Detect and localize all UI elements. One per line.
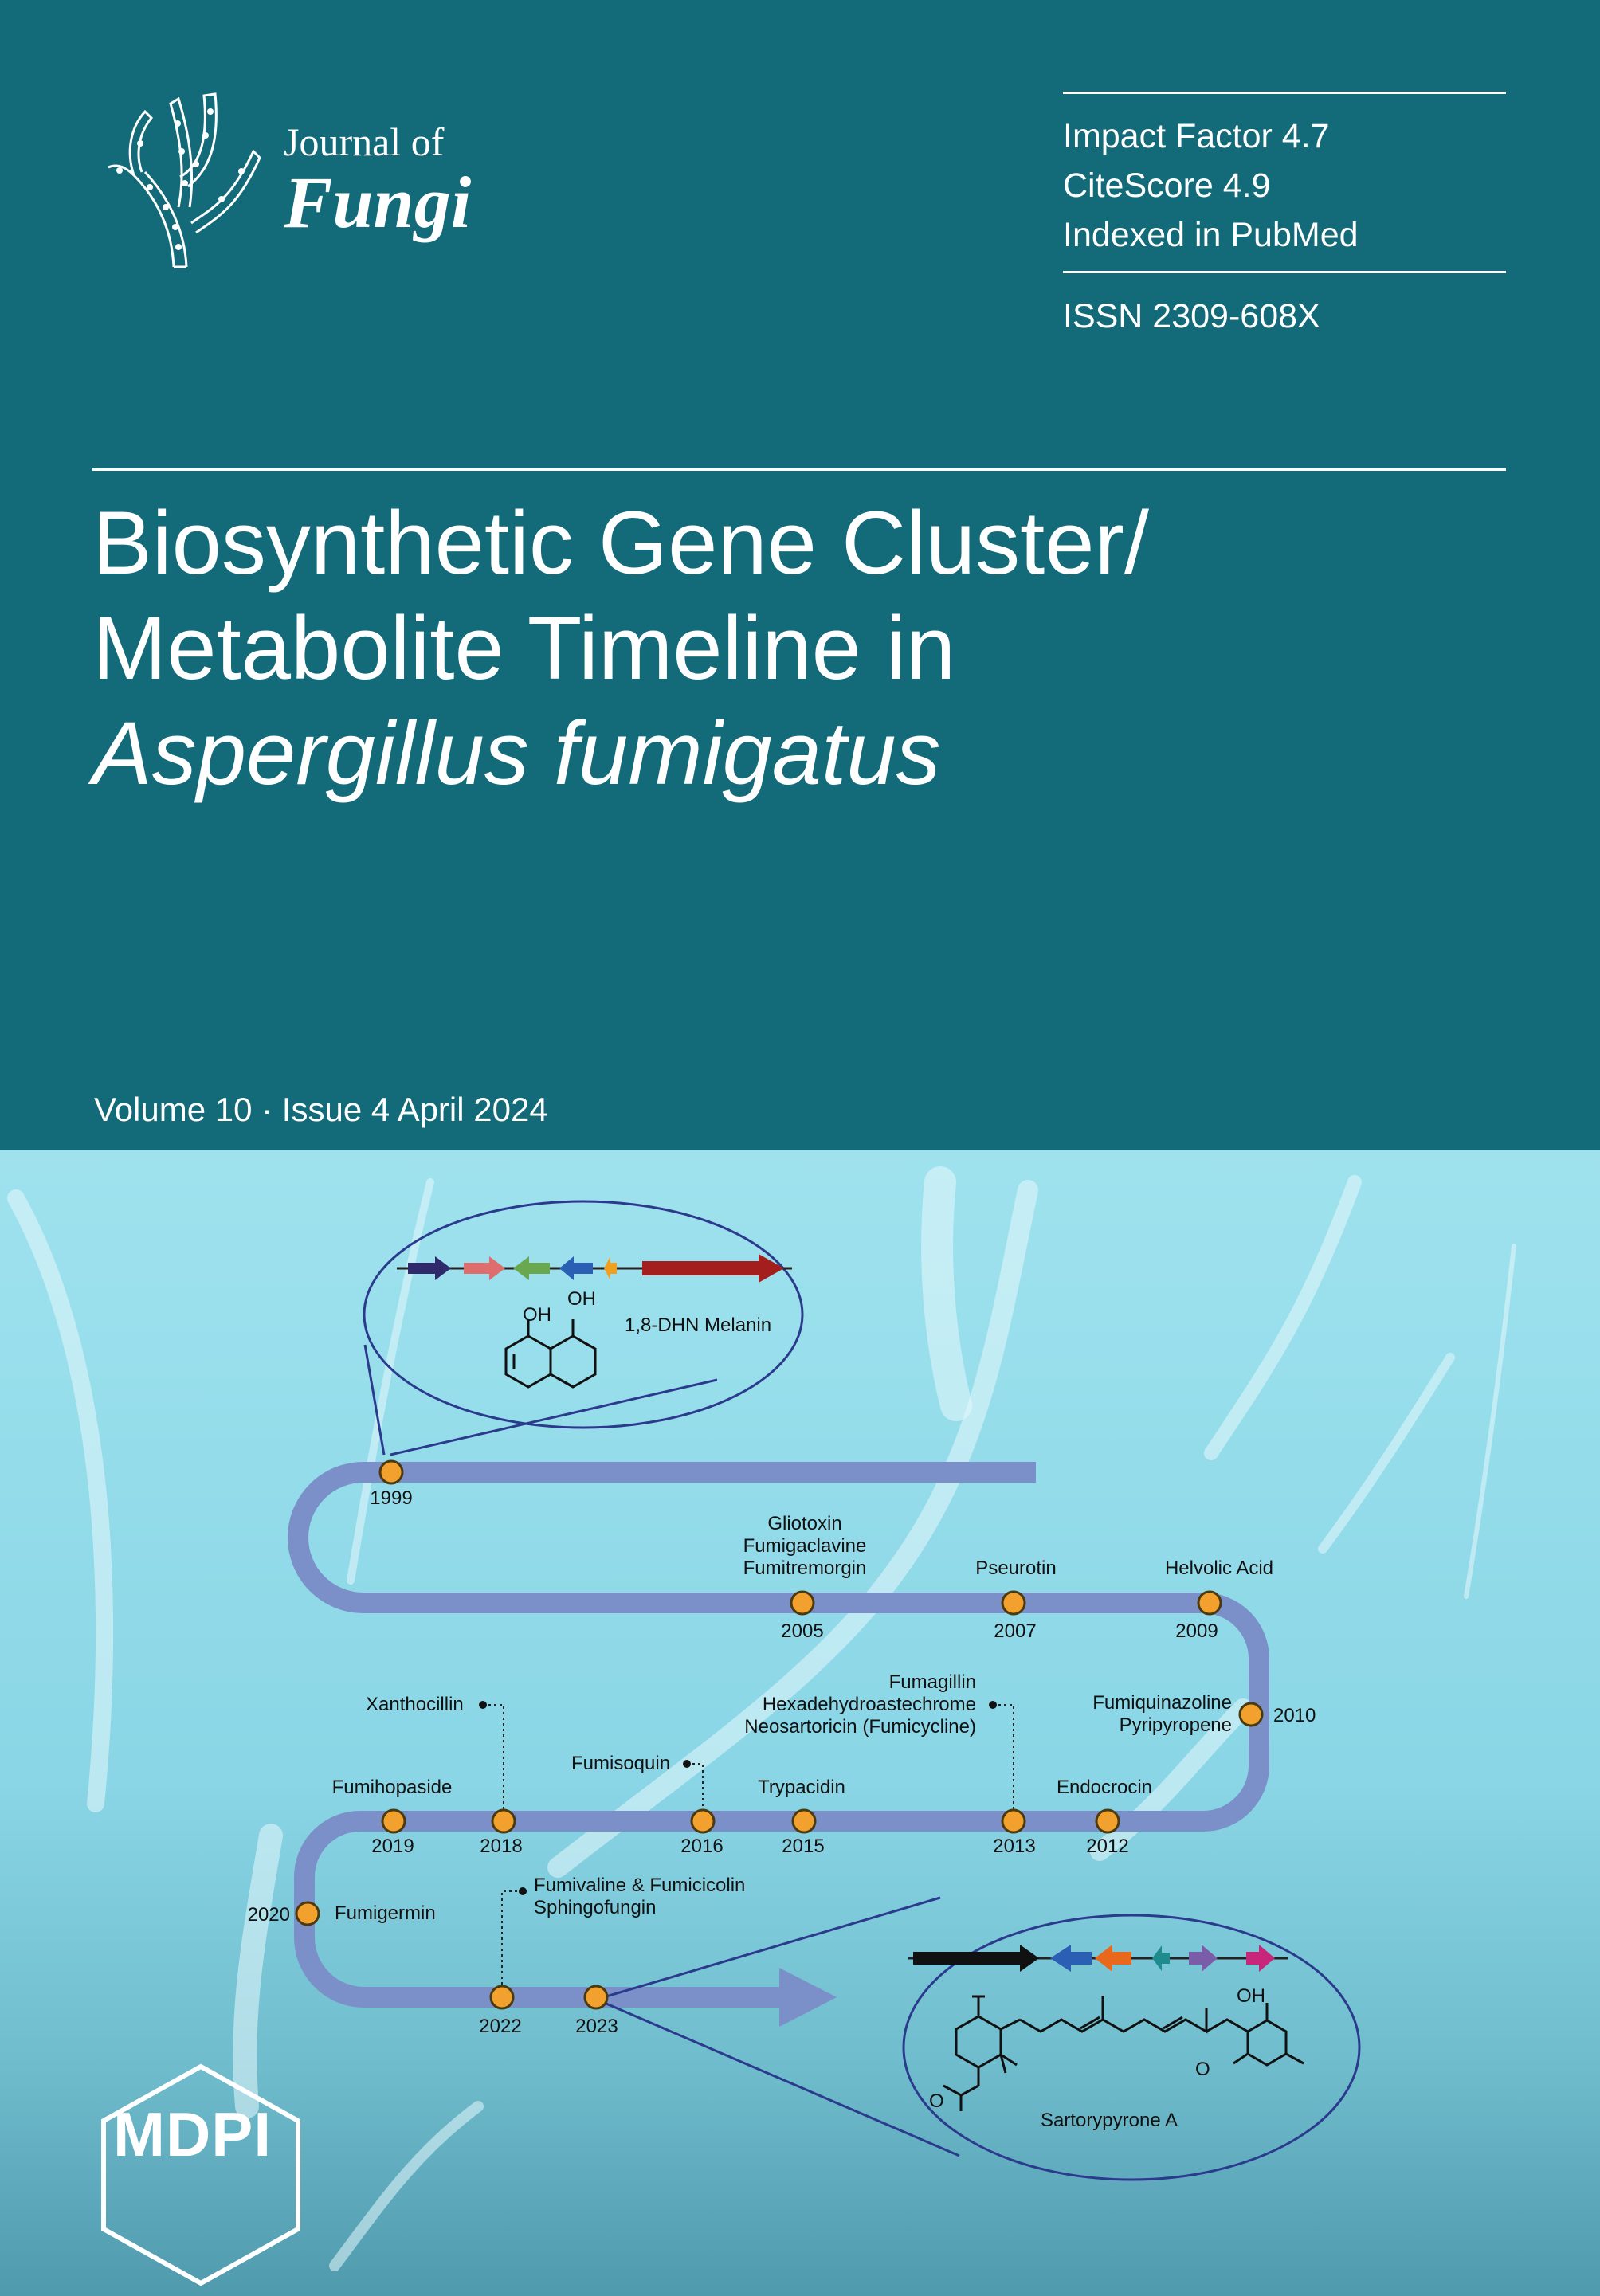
year-2007: 2007 <box>994 1620 1037 1642</box>
node-2016 <box>692 1810 714 1832</box>
metabolite-fumiquinazoline: Fumiquinazoline <box>1092 1692 1232 1714</box>
metabolite-trypacidin: Trypacidin <box>758 1777 845 1798</box>
metabolite-fumigaclavine: Fumigaclavine <box>743 1535 867 1557</box>
dhn-melanin-structure-icon <box>506 1319 595 1387</box>
node-1999 <box>380 1461 402 1483</box>
melanin-gene-cluster <box>397 1254 792 1283</box>
node-2019 <box>382 1810 405 1832</box>
metabolite-sphingofungin: Sphingofungin <box>534 1897 657 1918</box>
year-2018: 2018 <box>480 1836 523 1857</box>
oh-pyrone-label: OH <box>1237 1985 1265 2007</box>
year-2010: 2010 <box>1273 1705 1316 1726</box>
indexed-pubmed: Indexed in PubMed <box>1063 216 1359 254</box>
node-2012 <box>1096 1810 1119 1832</box>
node-2005 <box>791 1592 814 1614</box>
metabolite-fumivaline: Fumivaline & Fumicicolin <box>534 1875 746 1896</box>
citescore: CiteScore 4.9 <box>1063 167 1271 205</box>
title-line-2: Metabolite Timeline in <box>92 598 956 698</box>
metabolite-pyripyropene: Pyripyropene <box>1119 1714 1232 1736</box>
year-2012: 2012 <box>1086 1836 1129 1857</box>
node-2007 <box>1002 1592 1025 1614</box>
melanin-label: 1,8-DHN Melanin <box>625 1315 772 1336</box>
year-2005: 2005 <box>781 1620 824 1642</box>
journal-prefix: Journal of <box>284 120 445 164</box>
journal-name: Fungi <box>284 162 472 243</box>
node-2009 <box>1198 1592 1221 1614</box>
metabolite-xanthocillin: Xanthocillin <box>366 1694 464 1715</box>
volume-issue: Volume 10 · Issue 4 April 2024 <box>94 1091 548 1128</box>
node-2018 <box>492 1810 515 1832</box>
title-line-1: Biosynthetic Gene Cluster/ <box>92 493 1149 593</box>
metabolite-helvolic-acid: Helvolic Acid <box>1164 1557 1274 1579</box>
year-2015: 2015 <box>782 1836 825 1857</box>
metabolite-endocrocin: Endocrocin <box>1056 1777 1153 1798</box>
year-2016: 2016 <box>680 1836 724 1857</box>
metabolite-gliotoxin: Gliotoxin <box>767 1513 842 1534</box>
metabolite-fumagillin: Fumagillin <box>888 1671 976 1693</box>
oh-right-label: OH <box>567 1288 596 1310</box>
year-2023: 2023 <box>575 2016 618 2037</box>
metabolite-pseurotin: Pseurotin <box>975 1557 1057 1579</box>
sartorypyrone-label: Sartorypyrone A <box>1040 2110 1178 2131</box>
sartorypyrone-structure-icon <box>943 1996 1304 2111</box>
sartorypyrone-gene-cluster <box>908 1945 1288 1972</box>
o-ring-label: O <box>929 2090 944 2112</box>
year-2020: 2020 <box>247 1904 290 1926</box>
year-2013: 2013 <box>993 1836 1036 1857</box>
metabolite-hexadehydroastechrome: Hexadehydroastechrome <box>762 1694 976 1715</box>
year-2019: 2019 <box>371 1836 414 1857</box>
metabolite-fumihopaside: Fumihopaside <box>331 1777 453 1798</box>
issn: ISSN 2309-608X <box>1063 297 1320 335</box>
node-2023 <box>585 1986 607 2008</box>
node-2015 <box>793 1810 815 1832</box>
node-2022 <box>491 1986 513 2008</box>
node-2020 <box>296 1902 319 1925</box>
melanin-callout-line <box>365 1345 384 1455</box>
year-2009: 2009 <box>1175 1620 1218 1642</box>
metabolite-fumigermin: Fumigermin <box>335 1902 436 1924</box>
melanin-callout-line <box>390 1380 717 1455</box>
title-line-3: Aspergillus fumigatus <box>92 703 941 803</box>
o-pyrone-label: O <box>1195 2059 1210 2080</box>
metabolite-neosartoricin: Neosartoricin (Fumicycline) <box>744 1716 976 1738</box>
oh-left-label: OH <box>523 1304 551 1326</box>
metabolite-fumitremorgin: Fumitremorgin <box>743 1557 867 1579</box>
mdpi-logo-text: MDPI <box>113 2099 272 2169</box>
metabolite-fumisoquin: Fumisoquin <box>571 1753 671 1774</box>
year-1999: 1999 <box>370 1487 413 1509</box>
year-2022: 2022 <box>479 2016 522 2037</box>
impact-factor: Impact Factor 4.7 <box>1063 117 1330 155</box>
node-2013 <box>1002 1810 1025 1832</box>
node-2010 <box>1240 1703 1262 1726</box>
timeline-arrowhead <box>779 1968 837 2027</box>
